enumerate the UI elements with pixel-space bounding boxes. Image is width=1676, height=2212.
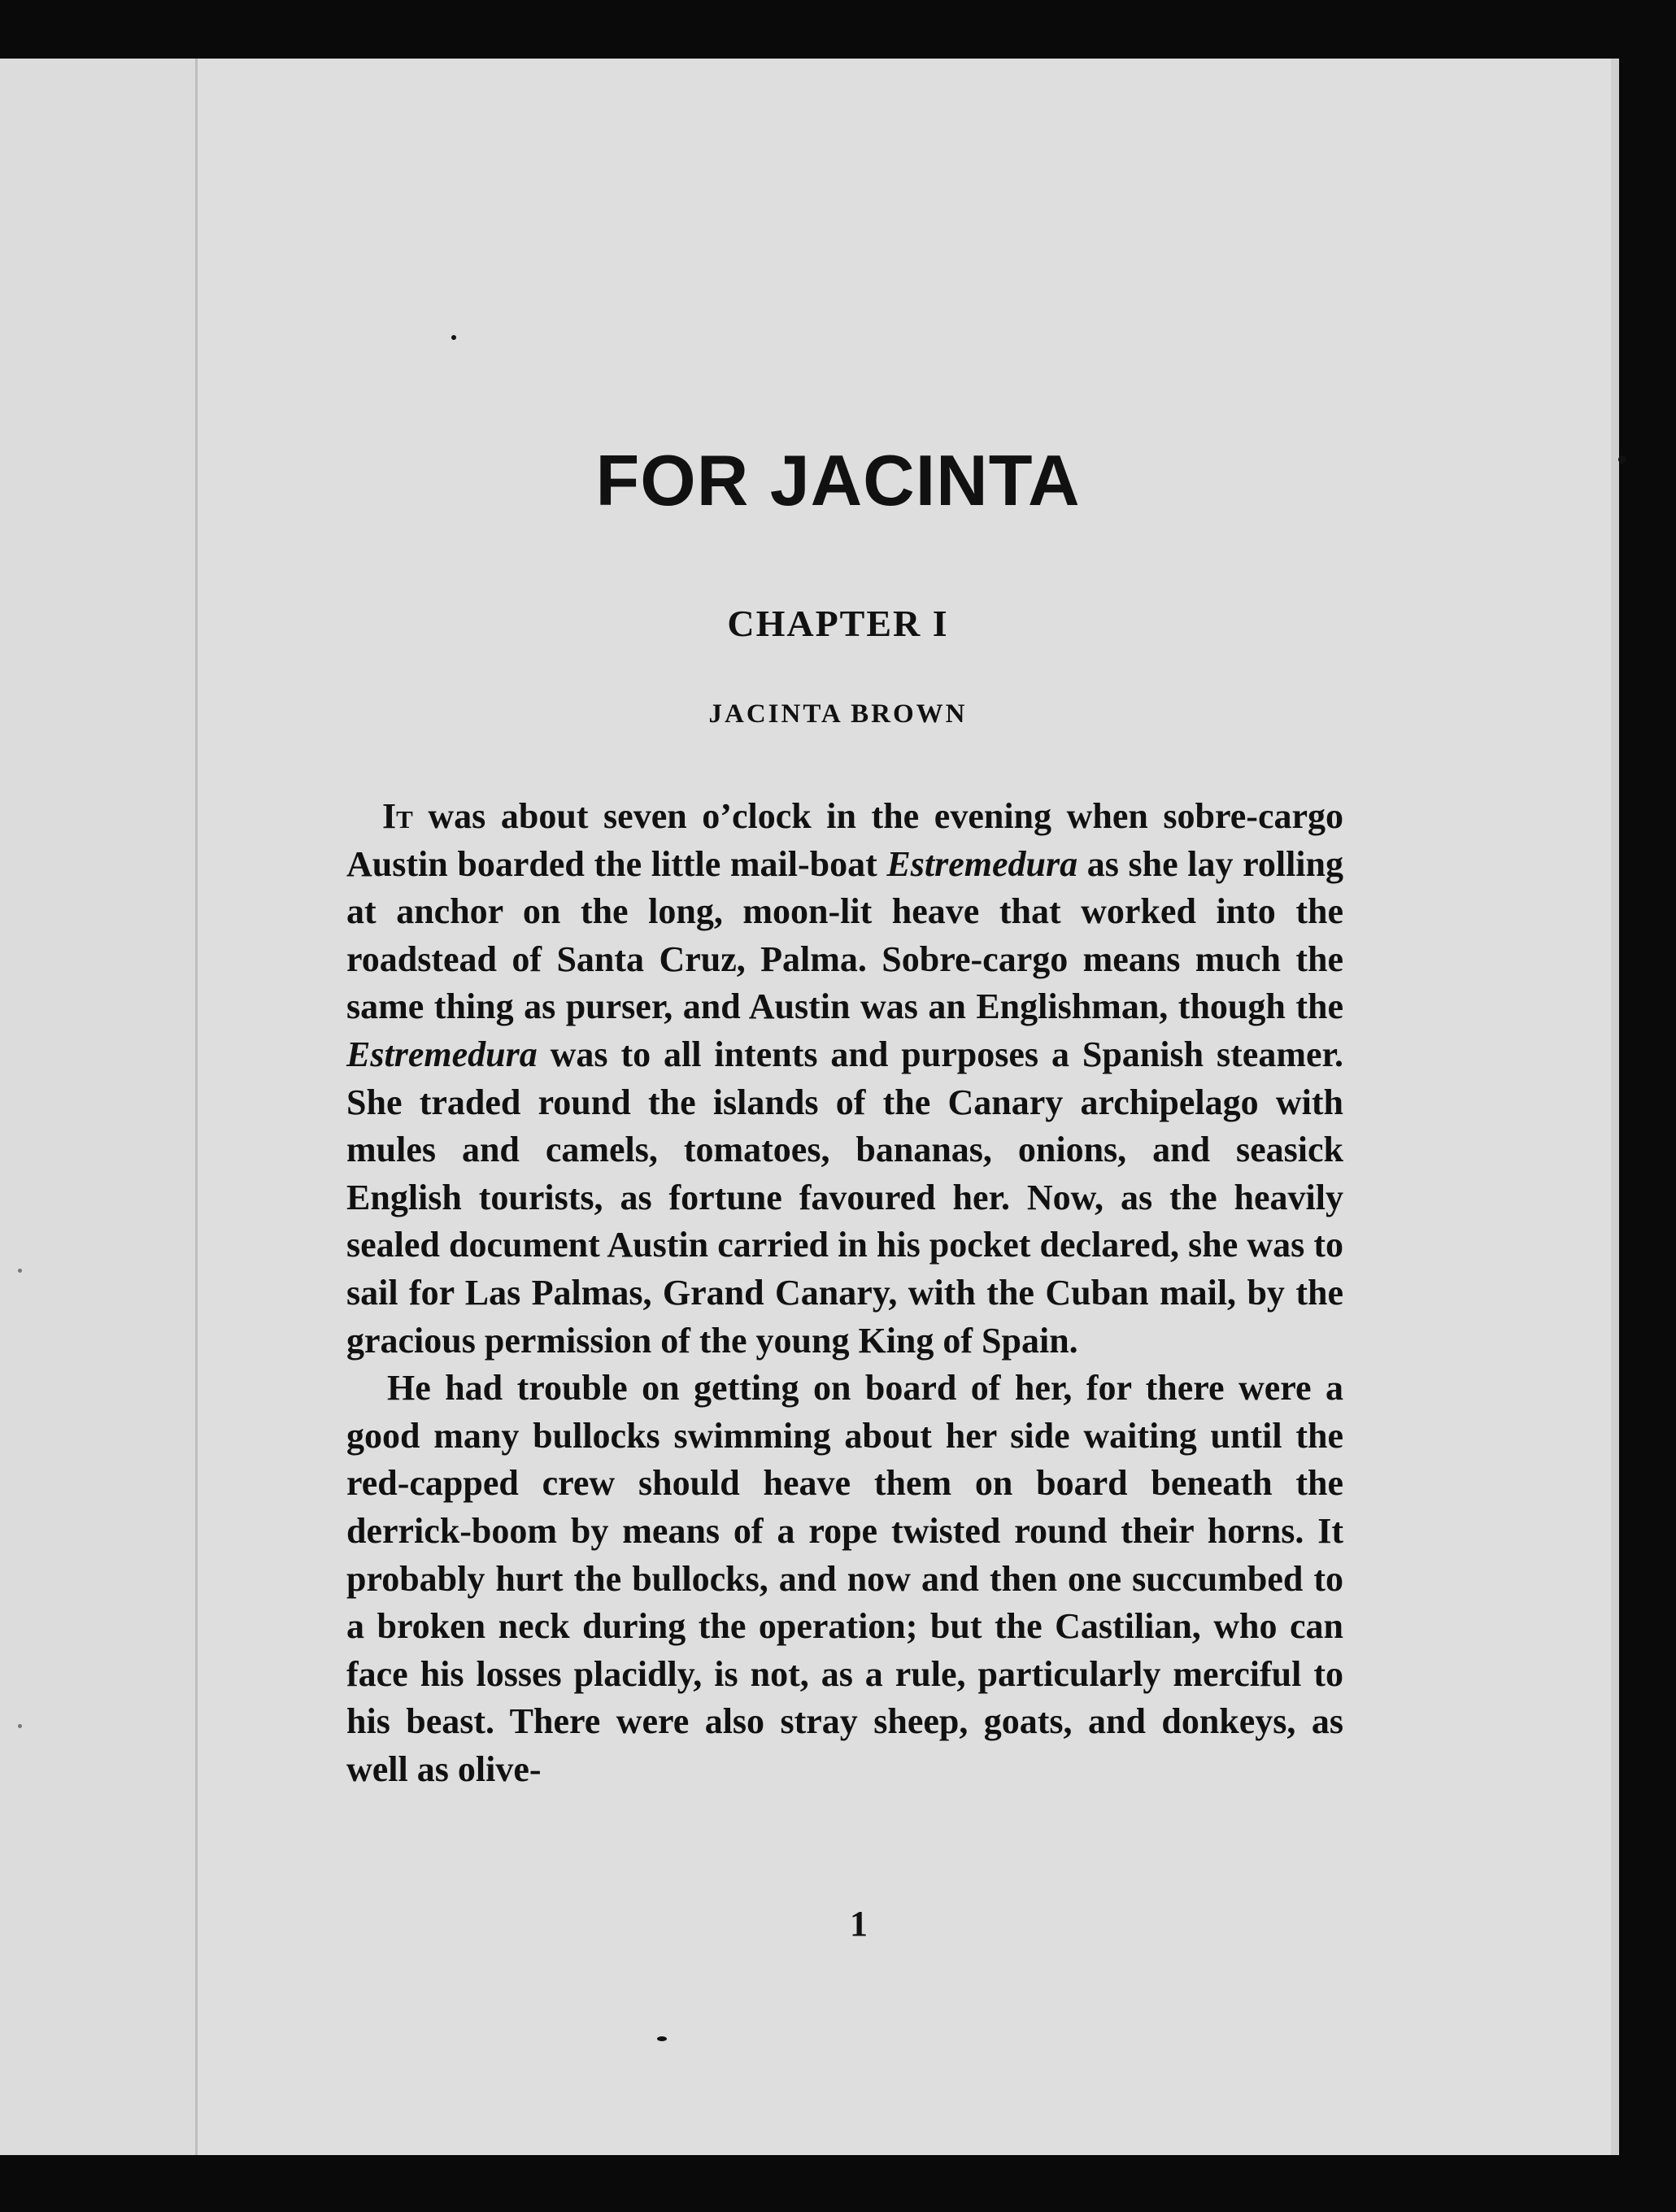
ship-name: Estremedura (886, 843, 1078, 884)
text-run: as she lay rolling at anchor on the long, moon-lit heave that worked into the roadstead of Santa Cruz, Palma. Sobre-cargo means much the same thing as purser, and Austin was an Englishman, though the (346, 843, 1343, 1027)
scan-speck (18, 1269, 22, 1273)
book-title: FOR JACINTA (595, 440, 1081, 520)
lead-word: It (382, 796, 413, 836)
page-number: 1 (850, 1904, 868, 1944)
body-text (346, 793, 1343, 1793)
chapter-title: JACINTA BROWN (708, 699, 968, 729)
scan-speck (1618, 455, 1626, 464)
facing-page-gutter (0, 59, 198, 2155)
text-run: was about seven o’clock in the evening when sobre-cargo Austin boarded the little mail-boat (346, 796, 1343, 884)
paragraph (346, 793, 1343, 1365)
page-edge (1611, 59, 1619, 2155)
scan-border-top (0, 0, 1676, 59)
ship-name: Estremedura (346, 1034, 538, 1074)
text-run: was to all intents and purposes a Spanish steamer. She traded round the islands of the Canary archipelago with mules and camels, tomatoes, bananas, onions, and seasick English tourists, as fortune favoured her. Now, as the heavily sealed document Austin carried in his pocket declared, she was to sail for Las Palmas, Grand Canary, with the Cuban mail, by the gracious permission of the young King of Spain. (346, 1034, 1343, 1361)
chapter-heading: CHAPTER I (727, 603, 949, 644)
paragraph: He had trouble on getting on board of her, for there were a good many bullocks swimming about her side waiting until the red-capped crew should heave them on board beneath the derrick-boom by means of a rope twisted round their horns. It probably hurt the bullocks, and now and then one succumbed to a broken neck during the operation; but the Castilian, who can face his losses placidly, is not, as a rule, particularly merciful to his beast. There were also stray sheep, goats, and donkeys, as well as olive- (346, 1368, 1343, 1789)
scan-speck (18, 1724, 22, 1728)
scan-speck (451, 335, 456, 340)
scan-speck (657, 2036, 667, 2041)
